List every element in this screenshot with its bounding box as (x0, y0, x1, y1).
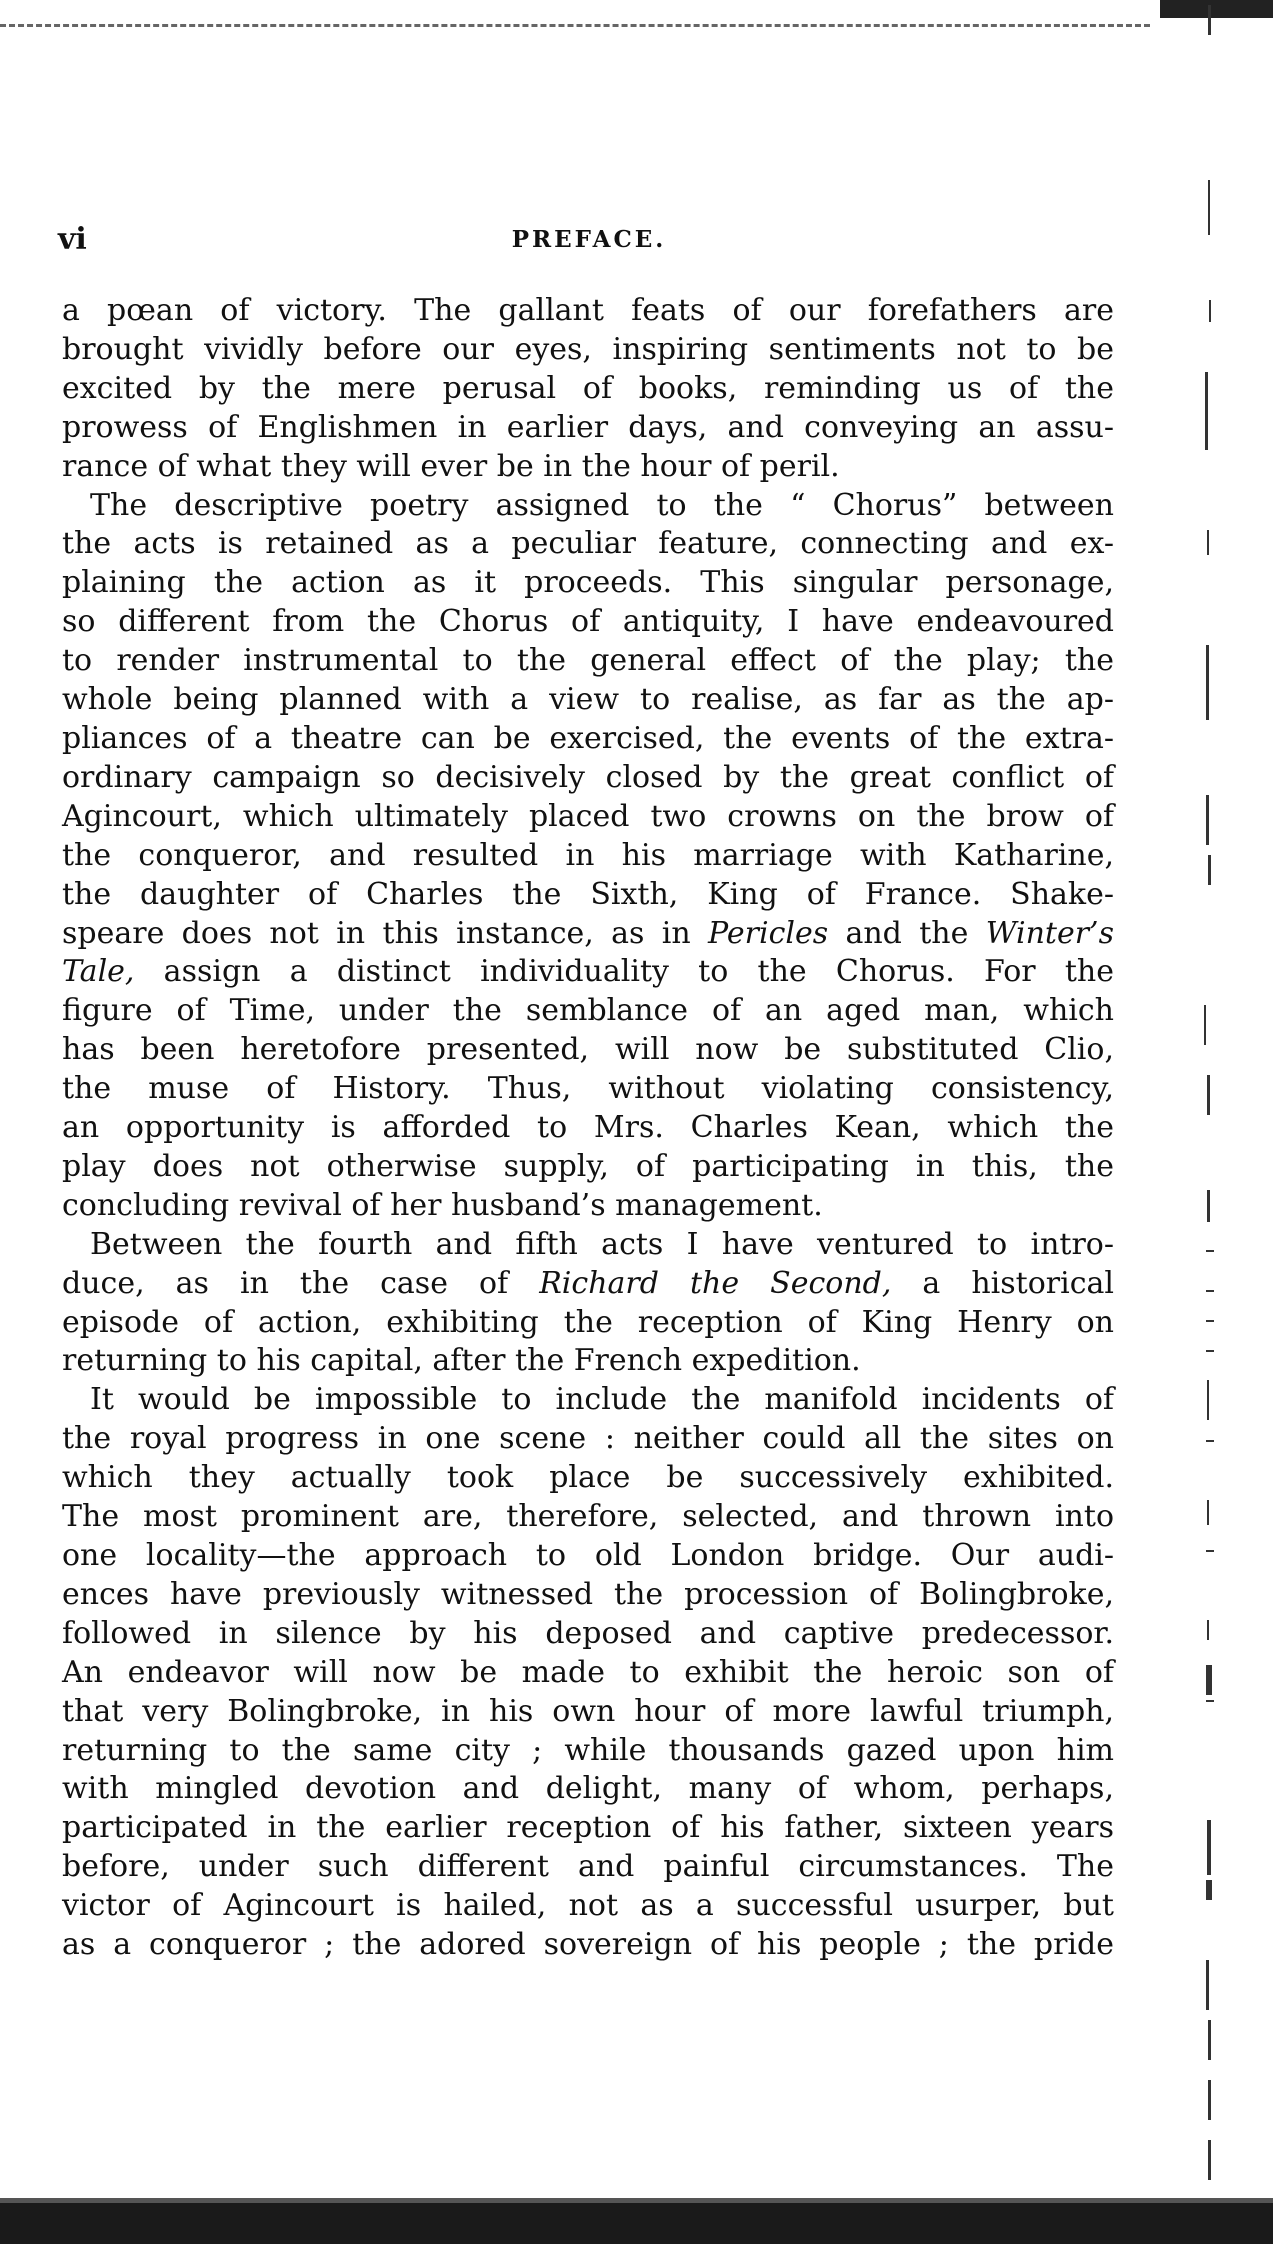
text-line: returning to the same city ; while thousands gazed upon him (62, 1732, 1114, 1768)
text-line: the daughter of Charles the Sixth, King of France. Shake- (62, 876, 1114, 912)
text-line: that very Bolingbroke, in his own hour of more lawful triumph, (62, 1693, 1114, 1729)
text-line: before, under such different and painful circumstances. The (62, 1849, 1114, 1885)
text-line: figure of Time, under the semblance of an aged man, which (62, 993, 1114, 1029)
text-line: victor of Agincourt is hailed, not as a successful usurper, but (62, 1888, 1114, 1924)
scan-bottom-edge (0, 2198, 1273, 2244)
scan-edge-marks (1192, 0, 1273, 2244)
text-line: Agincourt, which ultimately placed two crowns on the brow of (62, 798, 1114, 834)
text-line: ordinary campaign so decisively closed by the great conflict of (62, 759, 1114, 795)
text-line: the royal progress in one scene : neither could all the sites on (62, 1421, 1114, 1457)
text-line: play does not otherwise supply, of participating in this, the (62, 1148, 1114, 1184)
text-line: brought vividly before our eyes, inspiring sentiments not to be (62, 331, 1114, 367)
text-line: which they actually took place be successively exhibited. (62, 1460, 1114, 1496)
page-number: vi (58, 222, 87, 257)
text-line: rance of what they will ever be in the hour of peril. (62, 448, 840, 484)
preface-text (62, 292, 1114, 1965)
text-line: participated in the earlier reception of his father, sixteen years (62, 1810, 1114, 1846)
text-line: Tale, assign a distinct individuality to the Chorus. For the (62, 954, 1114, 990)
text-line: prowess of Englishmen in earlier days, and conveying an assu- (62, 409, 1114, 445)
text-line: as a conqueror ; the adored sovereign of his people ; the pride (62, 1927, 1114, 1963)
text-line: to render instrumental to the general effect of the play; the (62, 643, 1114, 679)
text-line: whole being planned with a view to realise, as far as the ap- (62, 682, 1114, 718)
page-header (58, 222, 1120, 262)
text-line: so different from the Chorus of antiquity, I have endeavoured (62, 604, 1114, 640)
running-head: PREFACE. (511, 226, 667, 253)
text-line: has been heretofore presented, will now be substituted Clio, (62, 1032, 1114, 1068)
text-line: ences have previously witnessed the procession of Bolingbroke, (62, 1576, 1114, 1612)
top-dashed-rule (0, 24, 1150, 27)
text-line: The most prominent are, therefore, selected, and thrown into (62, 1499, 1114, 1535)
text-line: returning to his capital, after the French expedition. (62, 1343, 861, 1379)
text-line: a pœan of victory. The gallant feats of our forefathers are (62, 293, 1114, 328)
text-line: the acts is retained as a peculiar feature, connecting and ex- (62, 526, 1114, 562)
text-line: The descriptive poetry assigned to the “ Chorus” between (90, 487, 1114, 523)
text-line: excited by the mere perusal of books, reminding us of the (62, 370, 1114, 406)
text-line: with mingled devotion and delight, many of whom, perhaps, (62, 1771, 1114, 1807)
text-line: pliances of a theatre can be exercised, the events of the extra- (62, 720, 1114, 756)
text-line: Between the fourth and fifth acts I have ventured to intro- (90, 1226, 1114, 1262)
text-line: plaining the action as it proceeds. This singular personage, (62, 565, 1114, 601)
text-line: the muse of History. Thus, without violating consistency, (62, 1071, 1114, 1107)
text-line: an opportunity is afforded to Mrs. Charles Kean, which the (62, 1110, 1114, 1146)
text-line: followed in silence by his deposed and captive predecessor. (62, 1615, 1114, 1651)
text-line: duce, as in the case of Richard the Second, a historical (62, 1265, 1115, 1301)
text-line: concluding revival of her husband’s management. (62, 1187, 823, 1223)
text-line: one locality—the approach to old London bridge. Our audi- (62, 1538, 1114, 1573)
text-line: An endeavor will now be made to exhibit the heroic son of (62, 1654, 1114, 1690)
text-line: episode of action, exhibiting the reception of King Henry on (62, 1304, 1114, 1340)
text-line: speare does not in this instance, as in Pericles and the Winter’s (62, 915, 1114, 951)
text-line: It would be impossible to include the manifold incidents of (90, 1382, 1114, 1418)
text-line: the conqueror, and resulted in his marriage with Katharine, (62, 837, 1114, 873)
